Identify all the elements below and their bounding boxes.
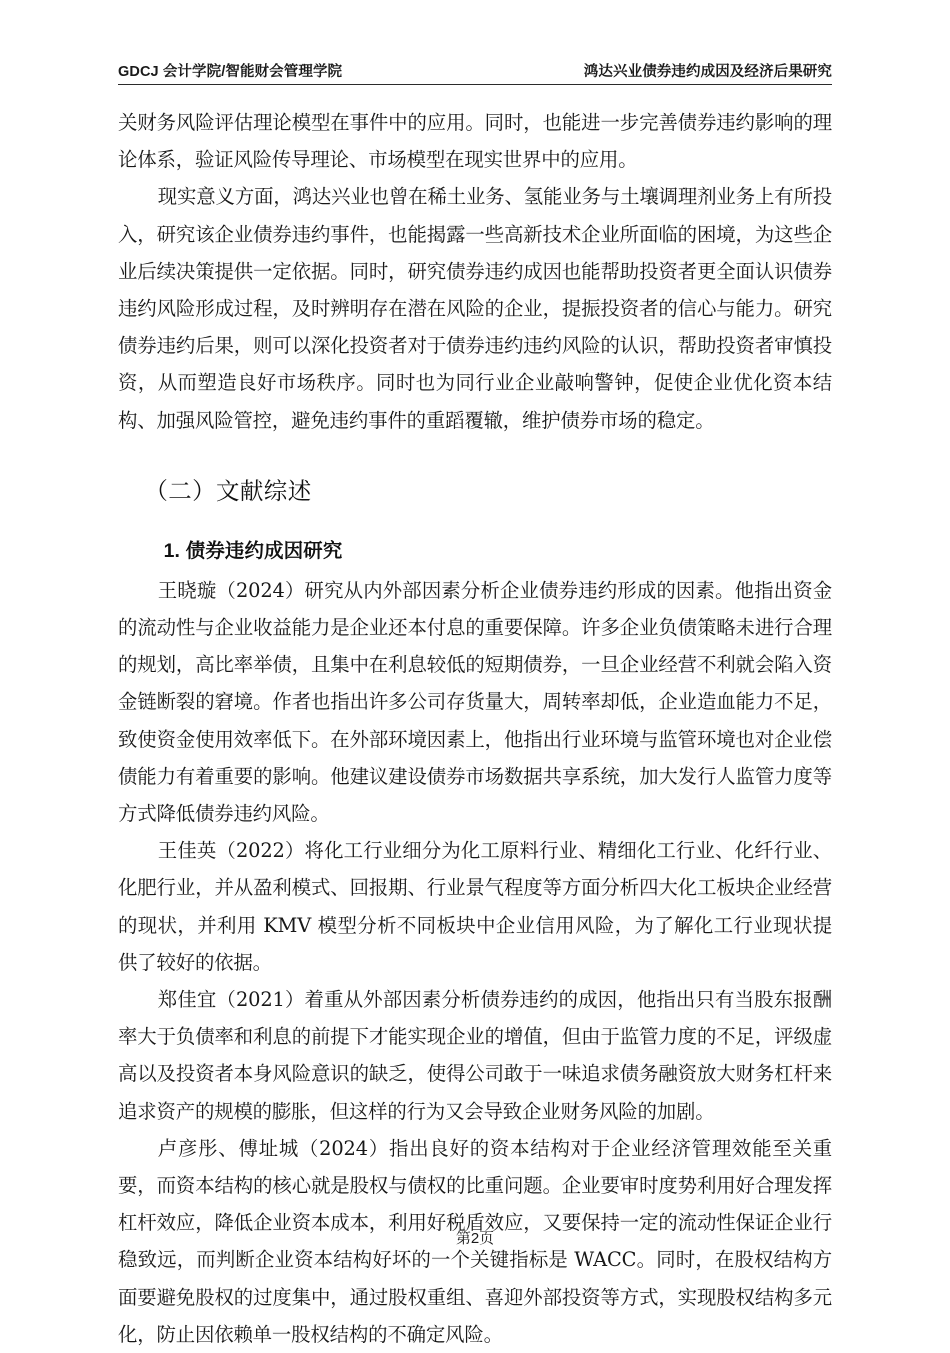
paragraph-lu-fu-2024: 卢彦彤、傅址城（2024）指出良好的资本结构对于企业经济管理效能至关重要，而资本结构的核心就是股权与债权的比重问题。企业要审时度势利用好合理发挥杠杆效应，降低企业资本成本，利用好税盾效应，又要保持一定的流动性保证企业行稳致远，而判断企业资本结构好坏的一个关键指标是 WACC。同时，在股权结构方面要避免股权的过度集中，通过股权重组、喜迎外部投资等方式，实现股权结构多元化，防止因依赖单一股权结构的不确定风险。 — [118, 1136, 832, 1346]
header-right-title: 鸿达兴业债券违约成因及经济后果研究 — [583, 64, 832, 80]
page-running-header — [118, 60, 832, 85]
paragraph-continued-theory: 关财务风险评估理论模型在事件中的应用。同时，也能进一步完善债券违约影响的理论体系，验证风险传导理论、市场模型在现实世界中的应用。 — [118, 111, 832, 172]
subsection-heading-default-causes: 1. 债券违约成因研究 — [163, 539, 343, 562]
page-footer — [0, 1227, 950, 1248]
page-number-label: 第2页 — [455, 1230, 495, 1247]
paragraph-wang-xiaoxuan-2024: 王晓璇（2024）研究从内外部因素分析企业债券违约形成的因素。他指出资金的流动性与企业收益能力是企业还本付息的重要保障。许多企业负债策略未进行合理的规划，高比率举债，且集中在利息较低的短期债券，一旦企业经营不利就会陷入资金链断裂的窘境。作者也指出许多公司存货量大，周转率却低，企业造血能力不足，致使资金使用效率低下。在外部环境因素上，他指出行业环境与监管环境也对企业偿债能力有着重要的影响。他建议建设债券市场数据共享系统，加大发行人监管力度等方式降低债券违约风险。 — [118, 578, 832, 826]
section-heading-literature-review: （二）文献综述 — [144, 477, 312, 504]
paragraph-practical-significance: 现实意义方面，鸿达兴业也曾在稀土业务、氢能业务与土壤调理剂业务上有所投入，研究该企业债券违约事件，也能揭露一些高新技术企业所面临的困境，为这些企业后续决策提供一定依据。同时，研究债券违约成因也能帮助投资者更全面认识债券违约风险形成过程，及时辨明存在潜在风险的企业，提振投资者的信心与能力。研究债券违约后果，则可以深化投资者对于债券违约违约风险的认识，帮助投资者审慎投资，从而塑造良好市场秩序。同时也为同行业企业敲响警钟，促使企业优化资本结构、加强风险管控，避免违约事件的重蹈覆辙，维护债券市场的稳定。 — [118, 185, 832, 432]
header-left-institution: GDCJ 会计学院/智能财会管理学院 — [118, 64, 343, 80]
paragraph-zheng-jiayi-2021: 郑佳宜（2021）着重从外部因素分析债券违约的成因，他指出只有当股东报酬率大于负债率和利息的前提下才能实现企业的增值，但由于监管力度的不足，评级虚高以及投资者本身风险意识的缺乏，使得公司敢于一味追求债务融资放大财务杠杆来追求资产的规模的膨胀，但这样的行为又会导致企业财务风险的加剧。 — [118, 988, 832, 1123]
paragraph-wang-jiaying-2022: 王佳英（2022）将化工行业细分为化工原料行业、精细化工行业、化纤行业、化肥行业，并从盈利模式、回报期、行业景气程度等方面分析四大化工板块企业经营的现状，并利用 KMV 模型分析不同板块中企业信用风险，为了解化工行业现状提供了较好的依据。 — [118, 839, 832, 974]
document-body — [118, 104, 832, 1353]
